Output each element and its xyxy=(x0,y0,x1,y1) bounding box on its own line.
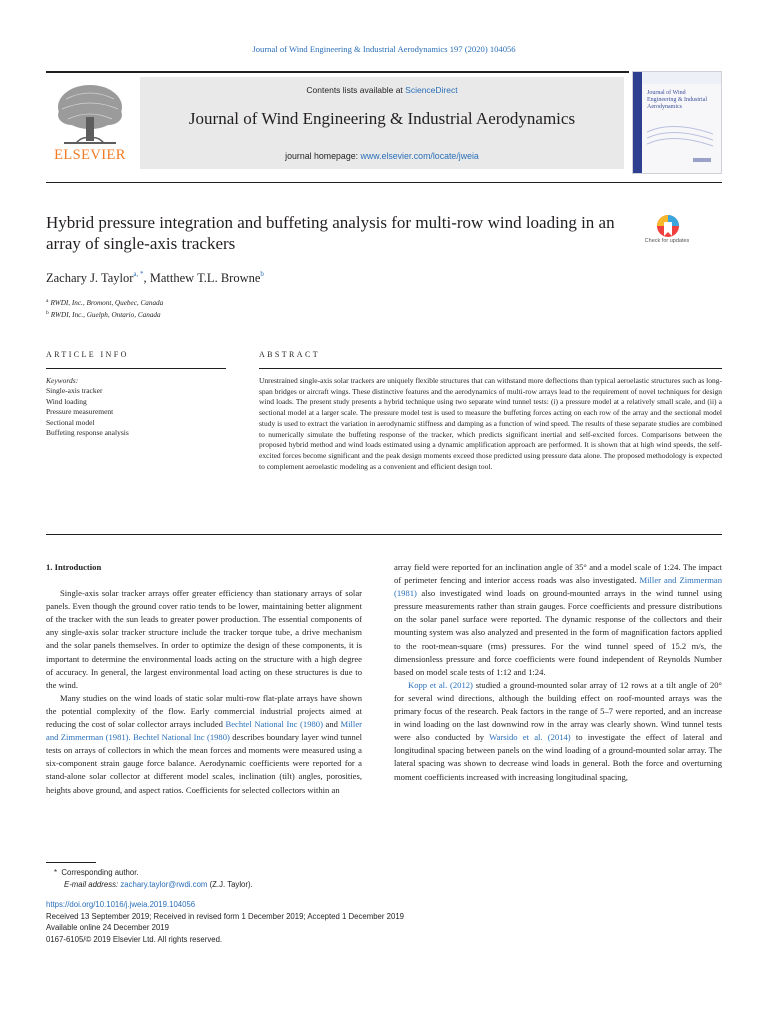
abstract-rule xyxy=(259,368,722,369)
affiliation-mark: b xyxy=(46,310,49,316)
contents-line xyxy=(140,85,624,95)
email-suffix: (Z.J. Taylor). xyxy=(207,880,253,890)
affiliation-text: RWDI, Inc., Guelph, Ontario, Canada xyxy=(50,311,161,319)
author-name[interactable]: Matthew T.L. Browne xyxy=(149,271,261,285)
keywords-label: Keywords: xyxy=(46,376,79,385)
intro-paragraph xyxy=(46,692,362,797)
crossmark-label: Check for updates xyxy=(644,238,690,244)
footnote-line xyxy=(54,867,253,879)
keyword-item: Buffeting response analysis xyxy=(46,428,129,438)
text-run: array field were reported for an inclination angle of 35° and a model scale of 1:24. The impact of perimeter fencing and interior access roads was also investigated. xyxy=(394,562,722,586)
email-label: E-mail address: xyxy=(64,880,119,890)
homepage-line xyxy=(140,151,624,161)
keyword-item: Wind loading xyxy=(46,396,87,406)
abstract-bottom-rule xyxy=(46,534,722,535)
affiliation-item xyxy=(46,296,163,308)
banner-bottom-rule xyxy=(46,182,722,183)
footnote-corresponding: Corresponding author. xyxy=(61,868,139,877)
banner-center-box xyxy=(140,77,624,169)
citation-link[interactable]: Bechtel National Inc (1980) xyxy=(133,732,230,743)
article-info-heading: ARTICLE INFO xyxy=(46,350,129,359)
text-run: and xyxy=(322,719,341,730)
author-affil-mark[interactable]: b xyxy=(260,270,264,278)
running-head[interactable]: Journal of Wind Engineering & Industrial Aerodynamics 197 (2020) 104056 xyxy=(252,44,516,54)
citation-link[interactable]: Bechtel National Inc (1980) xyxy=(225,719,323,730)
article-info-rule xyxy=(46,368,226,369)
text-run: Many studies on the wind loads of static solar multi-row flat-plate arrays have shown the potential complexity of the flow. Early commercial industrial projects aimed at reducing the cost of solar collector arrays included xyxy=(46,692,362,730)
abstract-text: Unrestrained single-axis solar trackers are uniquely flexible structures that can withstand more deflections than typical aeroelastic structures such as long-span bridges or aircraft wings. These distinctive features and the aerodynamics of multi-row arrays lead to the requirement of novel techniques for design wind loads. The present study presents a hybrid technique using two separate wind tunnel tests: (i) a pressure model at a relatively small scale, and (ii) a sectional model at a larger scale. The pressure model test is used to measure the buffeting forces acting on each row of the array and the sectional model study is used to extract the variation in aerodynamic stiffness and damping as a function of wind speed. The results of these separate studies are combined to numerically simulate the buffeting response of the tracker, which predicts significant inertial and self-excited forces. Comparisons between the proposed hybrid method and wind loads estimated using a dynamic amplification approach are performed. It is shown that at high wind speeds, the self-excited forces become significant and the peak design moments exceed those predicted using pressure data alone. The proposed methodology is expected to complement aeroelastic modeling as a convenient and efficient design tool. xyxy=(259,376,722,471)
text-run: studied a ground-mounted solar array of 12 rows at a tilt angle of 20° for several wind directions, although the building effect on roof-mounted arrays was the primary focus of the research. Peak factors in the range of 5–7 were reported, and an increase in wind loading on the last downwind row in the array was clearly shown. Wind tunnel tests were also conducted by xyxy=(394,679,722,743)
keyword-item: Single-axis tracker xyxy=(46,386,103,396)
citation-link[interactable]: Warsido et al. (2014) xyxy=(489,732,571,743)
text-run: to investigate the effect of lateral and longitudinal spacing between panels on the wind loading of a ground-mounted solar array. The lateral spacing was shown to decrease wind loads in general. Both the force and overturning moment coefficients increased with increasing longitudinal spacing, xyxy=(394,732,722,782)
footnote-marker: * xyxy=(54,868,58,877)
citation-link[interactable]: Miller and Zimmerman (1981) xyxy=(394,575,722,599)
journal-banner xyxy=(46,71,722,174)
body-column-right xyxy=(394,561,722,784)
intro-paragraph xyxy=(394,679,722,784)
affiliation-mark: a xyxy=(46,298,49,304)
homepage-link[interactable]: www.elsevier.com/locate/jweia xyxy=(360,151,479,161)
copyright-line: 0167-6105/© 2019 Elsevier Ltd. All rights reserved. xyxy=(46,935,223,945)
banner-top-rule xyxy=(46,71,629,73)
affiliation-text: RWDI, Inc., Bromont, Quebec, Canada xyxy=(50,299,164,307)
keyword-item: Pressure measurement xyxy=(46,407,114,417)
cover-artwork-icon xyxy=(633,72,722,174)
intro-paragraph xyxy=(394,561,722,679)
intro-paragraph: Single-axis solar tracker arrays offer greater efficiency than stationary arrays of solar panels. Even though the ground cover ratio tends to be lower, maintaining better alignment of the tracker with the sun leads to greater power production. The essential components of any single-axis solar tracker structure include the tracker torque tube, a drive mechanism and the solar panels themselves. In order to optimize the design of these components, it is important to determine the environmental loads acting on the structure with a high degree of accuracy. In general, the largest environmental load acting on these structures is due to the wind. xyxy=(46,588,362,690)
paper-title: Hybrid pressure integration and buffeting analysis for multi-row wind loading in an array of single-axis trackers xyxy=(46,213,615,253)
publication-info xyxy=(46,899,404,946)
received-dates: Received 13 September 2019; Received in revised form 1 December 2019; Accepted 1 December 2019 xyxy=(46,911,404,921)
author-affil-mark[interactable]: a, * xyxy=(133,270,144,278)
journal-cover-thumbnail[interactable] xyxy=(632,71,722,174)
affiliations xyxy=(46,296,163,320)
affiliation-item xyxy=(46,308,163,320)
keyword-item: Sectional model xyxy=(46,417,95,427)
citation-link[interactable]: Kopp et al. (2012) xyxy=(408,679,473,690)
elsevier-wordmark: ELSEVIER xyxy=(54,147,126,163)
homepage-prefix: journal homepage: xyxy=(285,151,361,161)
abstract-heading: ABSTRACT xyxy=(259,350,320,359)
keywords-block xyxy=(46,376,226,438)
sciencedirect-link[interactable]: ScienceDirect xyxy=(405,85,458,95)
section-heading-introduction: 1. Introduction xyxy=(46,562,102,572)
cover-title: Journal of Wind Engineering & Industrial Aerodynamics xyxy=(647,90,707,110)
email-link[interactable]: zachary.taylor@rwdi.com xyxy=(120,880,208,890)
text-run: also investigated wind loads on ground-mounted arrays in the wind tunnel using pressure measurements rather than strain gauges. Force coefficients and pressure distributions on the solar panel surface were reported. The dynamic response of the collectors and their mounting system was also analyzed and presented in the form of magnification factors applied to the root-mean-square (rms) pressures. For the wind tunnel speed of 15.2 m/s, the dimensionless pressure and force coefficients were found independent of Reynolds Number based on model scale tests of 1:12 and 1:24. xyxy=(394,588,722,677)
crossmark-icon[interactable] xyxy=(648,212,688,252)
author-list xyxy=(46,270,264,286)
doi-link[interactable]: https://doi.org/10.1016/j.jweia.2019.104056 xyxy=(46,900,196,909)
body-column-left xyxy=(46,561,362,797)
text-run: describes boundary layer wind tunnel tests on arrays of collectors in which the mean forces and moments were measured using a six-component strain gauge force balance. Aerodynamic coefficients were reported for a stand-alone solar collector at different model scales, inclination (tilt) angles, porosities, heights above ground, and aspect ratios. Coefficients for selected collectors within an xyxy=(46,732,362,795)
author-separator: , xyxy=(143,271,150,285)
citation-link[interactable]: Miller and Zimmerman (1981). xyxy=(46,719,362,743)
journal-title: Journal of Wind Engineering & Industrial Aerodynamics xyxy=(188,109,576,128)
author-name[interactable]: Zachary J. Taylor xyxy=(46,271,134,285)
available-online: Available online 24 December 2019 xyxy=(46,923,169,933)
corresponding-author-footnote xyxy=(54,867,253,891)
contents-prefix: Contents lists available at xyxy=(306,85,406,95)
footnote-rule xyxy=(46,862,96,863)
footnote-line xyxy=(54,879,253,891)
